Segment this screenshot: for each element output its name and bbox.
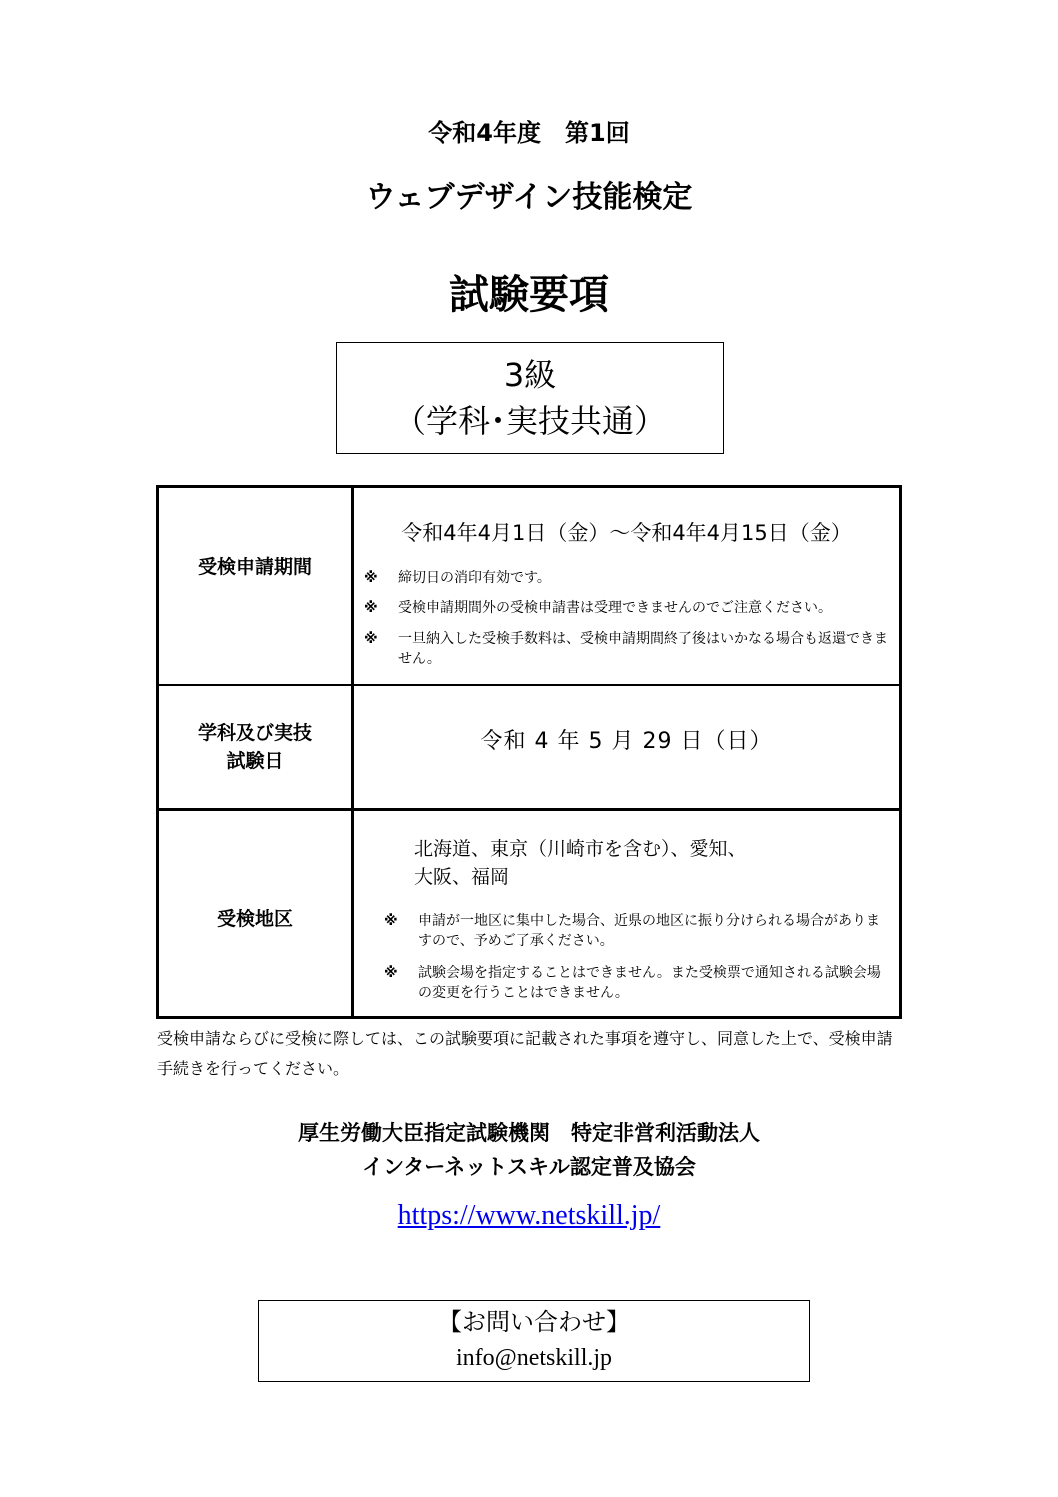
note-text: 締切日の消印有効です。 <box>398 570 551 586</box>
row-content-exam-date <box>354 686 899 808</box>
note-mark: ※ <box>364 570 378 586</box>
compliance-notice: 受検申請ならびに受検に際しては、この試験要項に記載された事項を遵守し、同意した上で、受検申請手続きを行ってください。 <box>157 1029 893 1078</box>
note-mark: ※ <box>384 965 398 981</box>
contact-email[interactable]: info@netskill.jp <box>455 1345 613 1371</box>
exam-regions-line1: 北海道、東京（川崎市を含む）、愛知、 <box>414 838 747 860</box>
organization-line2: インターネットスキル認定普及協会 <box>362 1155 696 1179</box>
exam-name: ウェブデザイン技能検定 <box>365 180 693 215</box>
fiscal-year-heading: 令和4年度 第1回 <box>428 119 630 147</box>
exam-regions-list <box>414 835 889 891</box>
exam-regions-line2: 大阪、福岡 <box>414 866 510 888</box>
website-link-container <box>0 1197 1058 1235</box>
row-label-exam-regions: 受検地区 <box>216 908 293 930</box>
exam-date-value: 令和 4 年 5 月 29 日（日） <box>480 729 773 754</box>
grade-scope: （学科･実技共通） <box>393 402 666 440</box>
row-content-application-period <box>354 488 899 684</box>
note-mark: ※ <box>384 913 398 929</box>
note-text: 受検申請期間外の受検申請書は受理できませんのでご注意ください。 <box>398 600 832 616</box>
row-label-exam-date-line2: 試験日 <box>226 750 284 772</box>
application-period-dates: 令和4年4月1日（金）～令和4年4月15日（金） <box>401 521 852 545</box>
note-mark: ※ <box>364 631 378 647</box>
row-label-exam-date-line1: 学科及び実技 <box>197 722 312 744</box>
row-content-exam-regions <box>354 811 899 1019</box>
note-mark: ※ <box>364 600 378 616</box>
organization-line1: 厚生労働大臣指定試験機関 特定非営利活動法人 <box>298 1121 760 1145</box>
contact-title: 【お問い合わせ】 <box>438 1308 630 1336</box>
document-title: 試験要項 <box>449 272 609 318</box>
row-label-application-period: 受検申請期間 <box>197 556 312 578</box>
exam-info-table <box>156 485 902 1019</box>
grade-box <box>336 342 724 454</box>
website-link[interactable]: https://www.netskill.jp/ <box>397 1200 661 1231</box>
contact-box <box>258 1300 810 1382</box>
note-text: 申請が一地区に集中した場合、近県の地区に振り分けられる場合がありますので、予めご了承ください。 <box>418 913 880 949</box>
note-text: 試験会場を指定することはできません。また受検票で通知される試験会場の変更を行うことはできません。 <box>418 965 881 1001</box>
grade-level: 3級 <box>503 356 557 394</box>
note-text: 一旦納入した受検手数料は、受検申請期間終了後はいかなる場合も返還できません。 <box>398 631 888 667</box>
